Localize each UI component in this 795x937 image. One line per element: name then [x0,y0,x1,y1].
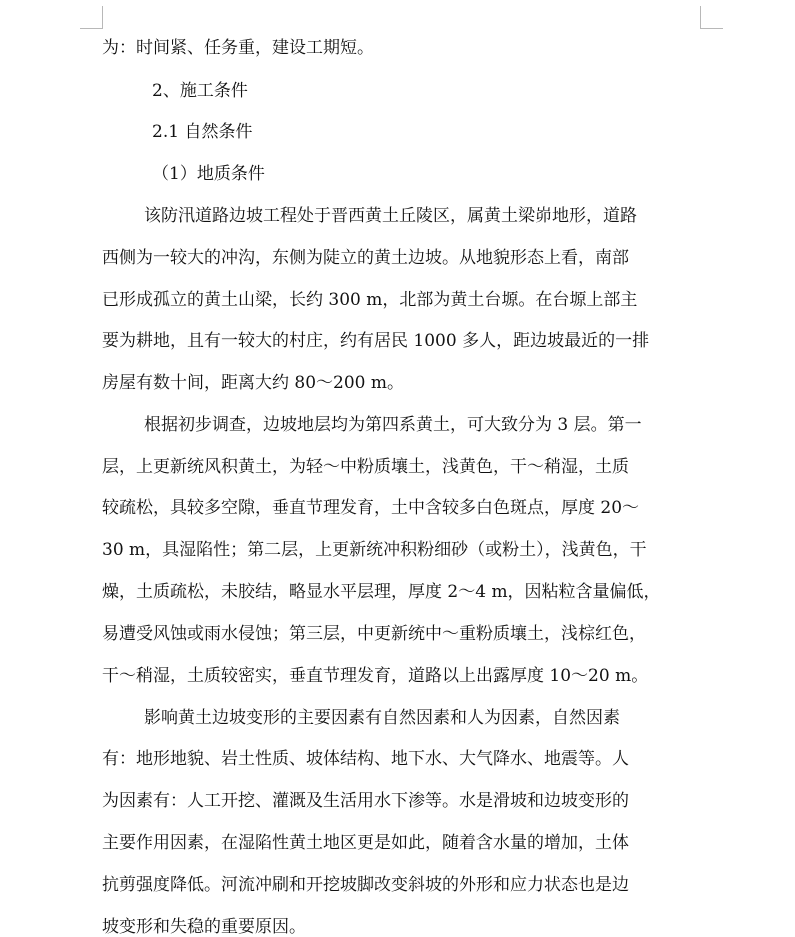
text-line: 房屋有数十间，距离大约 80～200 m。 [102,373,405,393]
text-line: 该防汛道路边坡工程处于晋西黄土丘陵区，属黄土梁峁地形，道路 [144,206,637,226]
text-line: 坡变形和失稳的重要原因。 [102,917,306,937]
text-line: 西侧为一较大的冲沟，东侧为陡立的黄土边坡。从地貌形态上看，南部 [102,248,629,268]
crop-mark-top-right [700,6,723,29]
text-line: 易遭受风蚀或雨水侵蚀；第三层，中更新统中～重粉质壤土，浅棕红色， [102,624,646,644]
text-line: 燥，土质疏松，未胶结，略显水平层理，厚度 2～4 m，因粘粒含量偏低， [102,582,661,602]
text-line: 较疏松，具较多空隙，垂直节理发育，土中含较多白色斑点，厚度 20～ [102,498,640,518]
text-line: 已形成孤立的黄土山梁，长约 300 m，北部为黄土台塬。在台塬上部主 [102,290,638,310]
crop-mark-top-left [80,6,103,29]
text-line: 主要作用因素，在湿陷性黄土地区更是如此，随着含水量的增加，土体 [102,833,629,853]
text-line: 抗剪强度降低。河流冲刷和开挖坡脚改变斜坡的外形和应力状态也是边 [102,875,629,895]
item-heading: （1）地质条件 [152,164,265,184]
subsection-heading: 2.1 自然条件 [152,122,253,142]
text-line: 要为耕地，且有一较大的村庄，约有居民 1000 多人，距边坡最近的一排 [102,331,650,351]
text-line: 为：时间紧、任务重，建设工期短。 [102,38,374,58]
text-line: 30 m，具湿陷性；第二层，上更新统冲积粉细砂（或粉土），浅黄色，干 [102,540,647,560]
text-line: 干～稍湿，土质较密实，垂直节理发育，道路以上出露厚度 10～20 m。 [102,666,649,686]
text-line: 有：地形地貌、岩土性质、坡体结构、地下水、大气降水、地震等。人 [102,749,629,769]
section-heading: 2、施工条件 [152,81,248,101]
text-line: 层，上更新统风积黄土，为轻～中粉质壤土，浅黄色，干～稍湿，土质 [102,457,629,477]
text-line: 根据初步调查，边坡地层均为第四系黄土，可大致分为 3 层。第一 [144,415,642,435]
text-line: 影响黄土边坡变形的主要因素有自然因素和人为因素，自然因素 [144,708,620,728]
text-line: 为因素有：人工开挖、灌溉及生活用水下渗等。水是滑坡和边坡变形的 [102,791,629,811]
